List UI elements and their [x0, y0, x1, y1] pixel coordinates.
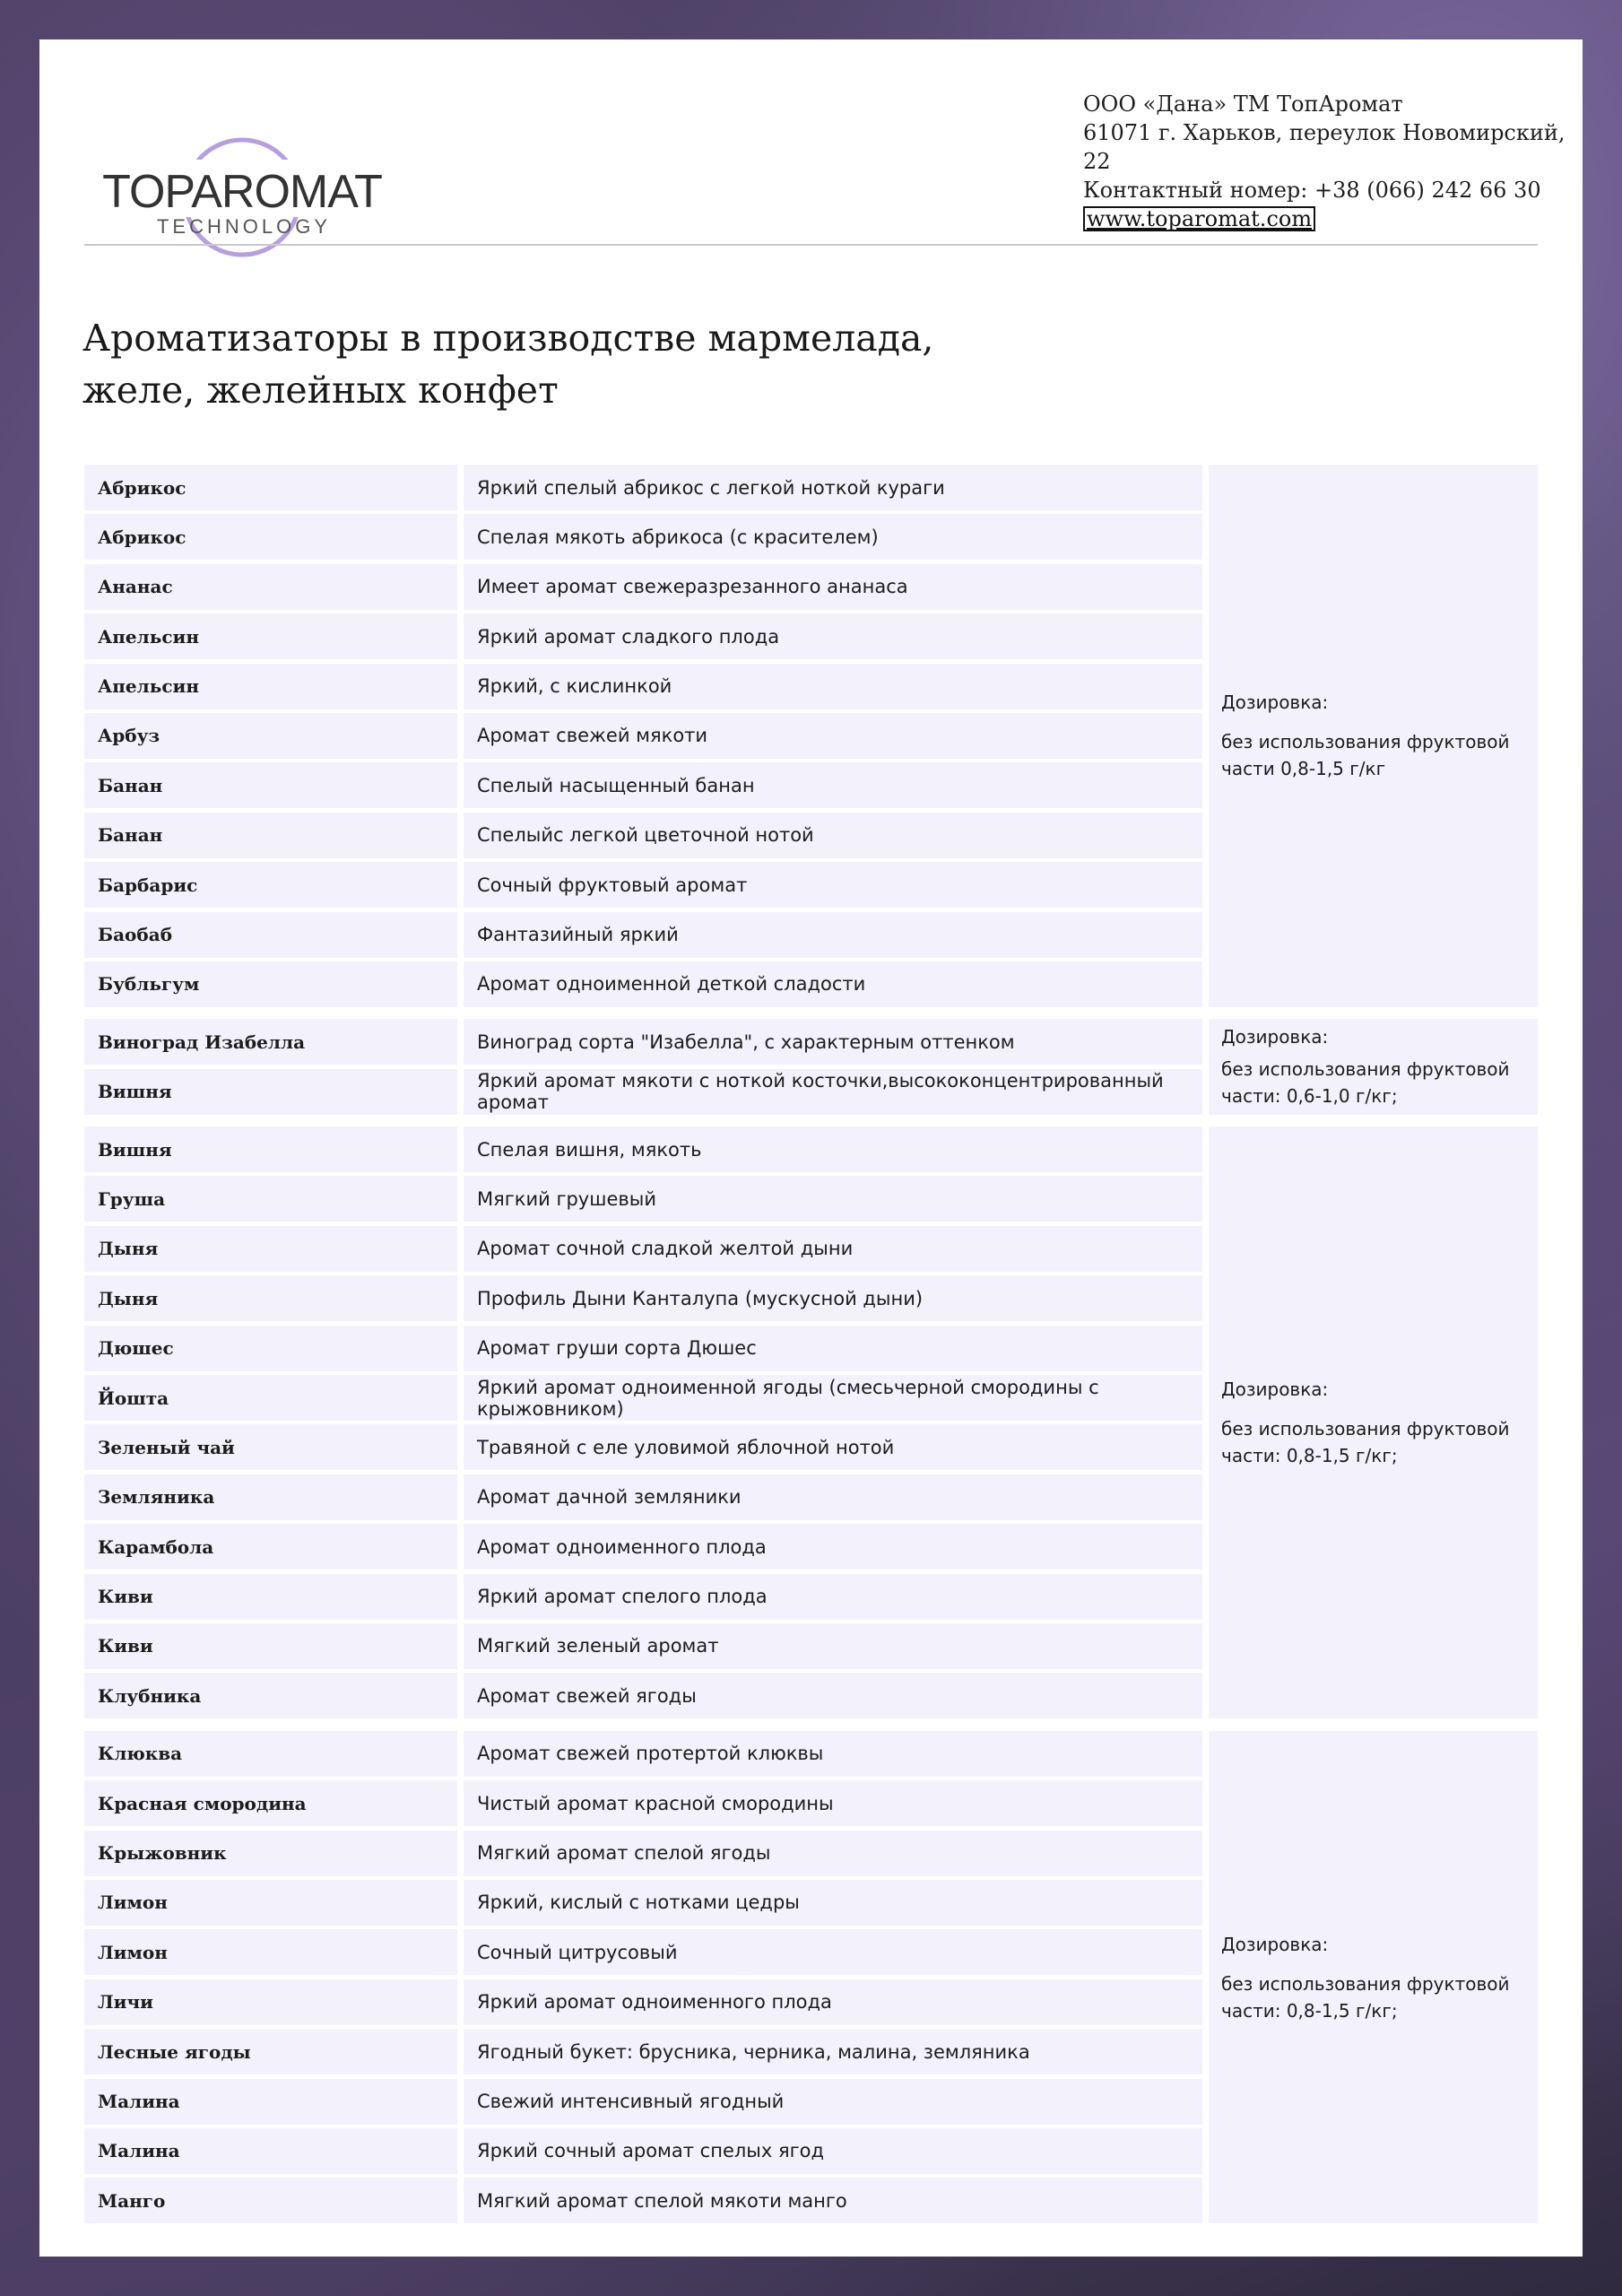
- flavor-name-cell: Дыня: [84, 1275, 457, 1321]
- flavor-name-cell: Вишня: [84, 1126, 457, 1172]
- company-address: 61071 г. Харьков, переулок Новомирский, 22: [1083, 120, 1566, 174]
- flavor-name-cell: Лимон: [84, 1929, 457, 1975]
- flavor-group: [84, 1019, 1538, 1118]
- flavor-name-cell: Киви: [84, 1623, 457, 1669]
- flavor-description-cell: Мягкий зеленый аромат: [464, 1623, 1202, 1669]
- flavor-name-cell: Ананас: [84, 564, 457, 610]
- flavor-name-cell: Клубника: [84, 1673, 457, 1718]
- page-title: Ароматизаторы в производстве мармелада, желе, желейных конфет: [82, 317, 934, 412]
- flavor-description-cell: Яркий аромат одноименного плода: [464, 1979, 1202, 2025]
- flavor-name-cell: Баобаб: [84, 912, 457, 958]
- flavor-description-cell: Яркий аромат сладкого плода: [464, 613, 1202, 659]
- flavor-group: [84, 1731, 1538, 2228]
- flavor-name-cell: Зеленый чай: [84, 1424, 457, 1470]
- flavor-description-cell: Яркий аромат спелого плода: [464, 1574, 1202, 1620]
- flavor-name-cell: Груша: [84, 1176, 457, 1222]
- flavor-description-cell: Аромат свежей протертой клюквы: [464, 1731, 1202, 1777]
- dosage-cell: [1209, 1126, 1538, 1718]
- dosage-label: Дозировка:: [1221, 1933, 1329, 1955]
- flavor-name-cell: Крыжовник: [84, 1831, 457, 1876]
- flavor-name-cell: Абрикос: [84, 514, 457, 560]
- toparomat-logo: [90, 97, 395, 267]
- flavor-description-cell: Аромат дачной земляники: [464, 1474, 1202, 1520]
- flavor-description-cell: Виноград сорта "Изабелла", с характерным оттенком: [464, 1019, 1202, 1065]
- document-page: [39, 39, 1583, 2257]
- flavor-name-cell: Барбарис: [84, 862, 457, 908]
- flavor-description-cell: Имеет аромат свежеразрезанного ананаса: [464, 564, 1202, 610]
- flavor-description-cell: Чистый аромат красной смородины: [464, 1780, 1202, 1826]
- flavor-description-cell: Сочный фруктовый аромат: [464, 862, 1202, 908]
- flavor-description-cell: Аромат свежей ягоды: [464, 1673, 1202, 1718]
- dosage-label: Дозировка:: [1221, 1378, 1329, 1401]
- flavor-name-cell: Апельсин: [84, 613, 457, 659]
- flavor-group: [84, 465, 1538, 1011]
- flavor-description-cell: Спелыйс легкой цветочной нотой: [464, 813, 1202, 858]
- company-phone: Контактный номер: +38 (066) 242 66 30: [1083, 178, 1541, 203]
- flavor-name-cell: Бубльгум: [84, 961, 457, 1007]
- flavor-name-cell: Лесные ягоды: [84, 2029, 457, 2074]
- flavor-description-cell: Яркий аромат одноименной ягоды (смесьчерной смородины с крыжовником): [464, 1375, 1202, 1421]
- flavor-description-cell: Аромат груши сорта Дюшес: [464, 1326, 1202, 1371]
- flavor-description-cell: Мягкий аромат спелой ягоды: [464, 1831, 1202, 1876]
- flavor-description-cell: Фантазийный яркий: [464, 912, 1202, 958]
- dosage-text: без использования фруктовой части: 0,8-1,5 г/кг;: [1221, 1418, 1510, 1467]
- dosage-cell: [1209, 465, 1538, 1007]
- flavor-name-cell: Земляника: [84, 1474, 457, 1520]
- flavor-name-cell: Апельсин: [84, 664, 457, 709]
- flavor-description-cell: Аромат одноименной деткой сладости: [464, 961, 1202, 1007]
- dosage-cell: [1209, 1731, 1538, 2224]
- flavor-description-cell: Аромат сочной сладкой желтой дыни: [464, 1226, 1202, 1272]
- flavor-description-cell: Яркий спелый абрикос с легкой ноткой кураги: [464, 465, 1202, 510]
- dosage-text: без использования фруктовой части: 0,6-1,0 г/кг;: [1221, 1058, 1510, 1108]
- flavor-name-cell: Виноград Изабелла: [84, 1019, 457, 1065]
- flavor-name-cell: Карамбола: [84, 1524, 457, 1570]
- flavor-description-cell: Профиль Дыни Канталупа (мускусной дыни): [464, 1275, 1202, 1321]
- flavor-description-cell: Свежий интенсивный ягодный: [464, 2079, 1202, 2125]
- flavor-name-cell: Манго: [84, 2178, 457, 2223]
- flavor-description-cell: Яркий, кислый с нотками цедры: [464, 1880, 1202, 1926]
- flavor-description-cell: Травяной с еле уловимой яблочной нотой: [464, 1424, 1202, 1470]
- flavor-description-cell: Яркий аромат мякоти с ноткой косточки,высококонцентрированный аромат: [464, 1069, 1202, 1115]
- contact-block: [1083, 90, 1583, 233]
- company-name: ООО «Дана» ТМ ТопАромат: [1083, 91, 1403, 117]
- flavor-description-cell: Яркий сочный аромат спелых ягод: [464, 2128, 1202, 2174]
- flavor-description-cell: Спелый насыщенный банан: [464, 762, 1202, 808]
- flavor-name-cell: Дюшес: [84, 1326, 457, 1371]
- flavor-description-cell: Спелая вишня, мякоть: [464, 1126, 1202, 1172]
- header-divider: [84, 244, 1538, 246]
- dosage-label: Дозировка:: [1221, 1026, 1329, 1048]
- logo-word: TOPAROMAT: [102, 166, 382, 218]
- flavor-name-cell: Лимон: [84, 1880, 457, 1926]
- flavor-name-cell: Дыня: [84, 1226, 457, 1272]
- flavor-name-cell: Абрикос: [84, 465, 457, 510]
- flavor-description-cell: Спелая мякоть абрикоса (с красителем): [464, 514, 1202, 560]
- flavor-name-cell: Малина: [84, 2128, 457, 2174]
- dosage-label: Дозировка:: [1221, 691, 1329, 714]
- dosage-cell: [1209, 1019, 1538, 1114]
- flavor-name-cell: Личи: [84, 1979, 457, 2025]
- flavor-name-cell: Клюква: [84, 1731, 457, 1777]
- flavor-description-cell: Сочный цитрусовый: [464, 1929, 1202, 1975]
- flavor-description-cell: Ягодный букет: брусника, черника, малина, земляника: [464, 2029, 1202, 2074]
- flavor-description-cell: Аромат свежей мякоти: [464, 713, 1202, 759]
- logo-sub: TECHNOLOGY: [156, 215, 332, 238]
- flavor-description-cell: Мягкий аромат спелой мякоти манго: [464, 2178, 1202, 2223]
- dosage-text: без использования фруктовой части 0,8-1,5 г/кг: [1221, 731, 1510, 780]
- flavor-name-cell: Малина: [84, 2079, 457, 2125]
- flavor-description-cell: Яркий, с кислинкой: [464, 664, 1202, 709]
- flavor-name-cell: Банан: [84, 813, 457, 858]
- flavor-name-cell: Банан: [84, 762, 457, 808]
- flavor-group: [84, 1126, 1538, 1723]
- flavor-name-cell: Арбуз: [84, 713, 457, 759]
- flavor-name-cell: Вишня: [84, 1069, 457, 1115]
- flavor-description-cell: Аромат одноименного плода: [464, 1524, 1202, 1570]
- dosage-text: без использования фруктовой части: 0,8-1,5 г/кг;: [1221, 1972, 1510, 2022]
- flavor-name-cell: Йошта: [84, 1375, 457, 1421]
- flavor-description-cell: Мягкий грушевый: [464, 1176, 1202, 1222]
- flavor-table: [84, 465, 1538, 2236]
- flavor-name-cell: Киви: [84, 1574, 457, 1620]
- flavor-name-cell: Красная смородина: [84, 1780, 457, 1826]
- website-link[interactable]: www.toparomat.com: [1083, 206, 1315, 231]
